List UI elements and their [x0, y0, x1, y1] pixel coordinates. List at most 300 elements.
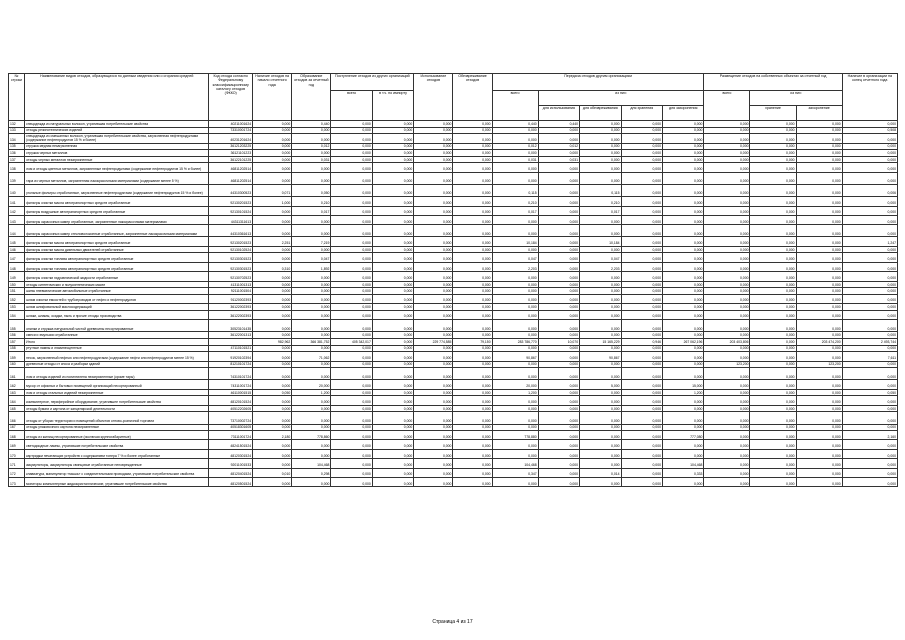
value-cell: 0,000 — [331, 345, 372, 352]
table-row — [9, 294, 898, 303]
value-cell: 0,000 — [621, 449, 662, 458]
value-cell: 0,000 — [704, 405, 750, 412]
value-cell: 0,000 — [292, 310, 331, 319]
value-cell: 0,000 — [704, 396, 750, 405]
value-cell: 0,000 — [253, 459, 292, 468]
value-cell: 0,000 — [704, 332, 750, 339]
row-number: 152 — [9, 294, 25, 303]
value-cell: 0,000 — [331, 225, 372, 237]
value-cell: 0,000 — [331, 127, 372, 134]
value-cell: 0,000 — [621, 143, 662, 150]
value-cell: 0,310 — [253, 262, 292, 271]
row-number: 132 — [9, 121, 25, 128]
waste-code: 36122001313 — [209, 332, 253, 339]
value-cell: 0,000 — [538, 172, 579, 184]
value-cell: 0,000 — [842, 172, 897, 184]
value-cell: 0,000 — [621, 127, 662, 134]
table-row — [9, 272, 898, 281]
value-cell: 0,000 — [453, 225, 492, 237]
value-cell: 0,000 — [414, 288, 453, 295]
value-cell: 90,867 — [492, 352, 538, 361]
value-cell: 0,000 — [453, 197, 492, 206]
value-cell: 0,006 — [842, 184, 897, 196]
value-cell: 0,000 — [750, 320, 796, 332]
value-cell: 0,000 — [750, 449, 796, 458]
value-cell: 0,000 — [372, 262, 413, 271]
value-cell: 2,203 — [492, 262, 538, 271]
value-cell: 0,000 — [538, 150, 579, 157]
table-row — [9, 143, 898, 150]
value-cell: 0,000 — [842, 361, 897, 368]
waste-code: 36121101223 — [209, 150, 253, 157]
value-cell: 0,000 — [842, 225, 897, 237]
value-cell: 0,000 — [372, 361, 413, 368]
value-cell: 0,000 — [621, 368, 662, 380]
value-cell: 0,000 — [750, 352, 796, 361]
col-received-header: Поступление отходов из других организаций — [331, 74, 414, 91]
value-cell: 10,184 — [580, 237, 621, 246]
value-cell: 0,000 — [621, 396, 662, 405]
value-cell: 0,000 — [292, 281, 331, 288]
value-cell: 0,000 — [331, 288, 372, 295]
value-cell: 0,000 — [662, 368, 703, 380]
col-transfer-header: Передача отходов другим организациям — [492, 74, 704, 91]
waste-code: 92130201523 — [209, 197, 253, 206]
value-cell: 0,000 — [453, 215, 492, 224]
value-cell: 0,000 — [796, 332, 842, 339]
value-cell: 0,000 — [253, 440, 292, 449]
value-cell: 0,000 — [414, 440, 453, 449]
value-cell: 0,000 — [538, 361, 579, 368]
value-cell: 0,000 — [796, 449, 842, 458]
table-row — [9, 332, 898, 339]
value-cell: 0,000 — [492, 127, 538, 134]
value-cell: 0,000 — [453, 412, 492, 424]
value-cell: 0,000 — [704, 272, 750, 281]
value-cell: 0,000 — [704, 206, 750, 215]
value-cell: 0,298 — [292, 468, 331, 477]
value-cell: 0,000 — [621, 121, 662, 128]
value-cell: 10,184 — [492, 237, 538, 246]
table-row — [9, 197, 898, 206]
value-cell: 0,000 — [331, 281, 372, 288]
value-cell: 0,000 — [253, 127, 292, 134]
value-cell: 0,000 — [253, 294, 292, 303]
value-cell: 0,000 — [796, 272, 842, 281]
row-number: 135 — [9, 143, 25, 150]
table-row — [9, 253, 898, 262]
waste-code: 48241501524 — [209, 440, 253, 449]
value-cell: 0,000 — [796, 121, 842, 128]
value-cell: 0,000 — [580, 121, 621, 128]
value-cell: 0,000 — [492, 246, 538, 253]
value-cell: 0,000 — [842, 281, 897, 288]
value-cell: 0,000 — [331, 440, 372, 449]
value-cell: 0,000 — [414, 215, 453, 224]
waste-name: тара из черных металлов, загрязненная лакокрасочными материалами (содержание менее 5 %) — [25, 172, 209, 184]
table-row — [9, 121, 898, 128]
row-number: 142 — [9, 206, 25, 215]
waste-name: лом и отходы стальных изделий незагрязненные — [25, 389, 209, 396]
waste-code: 48120101524 — [209, 396, 253, 405]
value-cell: 0,000 — [492, 150, 538, 157]
value-cell: 0,000 — [580, 405, 621, 412]
value-cell: 0,000 — [580, 440, 621, 449]
value-cell: 0,115 — [492, 184, 538, 196]
value-cell: 0,000 — [253, 320, 292, 332]
waste-name: отходы из жилищ несортированные (исключая крупногабаритные) — [25, 431, 209, 440]
value-cell: 0,000 — [414, 320, 453, 332]
table-row — [9, 225, 898, 237]
value-cell: 0,000 — [292, 320, 331, 332]
value-cell: 0,000 — [292, 405, 331, 412]
value-cell: 0,000 — [253, 412, 292, 424]
value-cell: 0,000 — [704, 431, 750, 440]
value-cell: 982,962 — [253, 338, 292, 345]
value-cell: 0,000 — [750, 412, 796, 424]
waste-name: смеси и эмульсии отработанные — [25, 332, 209, 339]
value-cell: 0,000 — [538, 288, 579, 295]
value-cell: 0,000 — [538, 246, 579, 253]
value-cell: 0,000 — [842, 449, 897, 458]
value-cell: 0,000 — [372, 134, 413, 143]
value-cell: 0,000 — [580, 304, 621, 311]
waste-code: 47110101521 — [209, 345, 253, 352]
value-cell: 0,000 — [372, 380, 413, 389]
value-cell: 0,000 — [796, 225, 842, 237]
value-cell: 267 062,196 — [662, 338, 703, 345]
value-cell: 0,012 — [292, 143, 331, 150]
value-cell: 0,000 — [704, 253, 750, 262]
value-cell: 0,000 — [538, 352, 579, 361]
row-number: 161 — [9, 368, 25, 380]
row-number: 163 — [9, 389, 25, 396]
value-cell: 0,000 — [662, 361, 703, 368]
value-cell: 0,000 — [796, 412, 842, 424]
value-cell: 0,000 — [538, 405, 579, 412]
value-cell: 0,000 — [492, 396, 538, 405]
value-cell: 0,000 — [292, 294, 331, 303]
value-cell: 0,000 — [662, 352, 703, 361]
value-cell: 0,000 — [372, 352, 413, 361]
value-cell: 0,000 — [704, 294, 750, 303]
value-cell: 0,000 — [842, 163, 897, 172]
value-cell: 0,000 — [492, 215, 538, 224]
value-cell: 0,000 — [292, 478, 331, 487]
value-cell: 0,000 — [414, 368, 453, 380]
value-cell: 0,000 — [621, 294, 662, 303]
value-cell: 0,000 — [414, 396, 453, 405]
value-cell: 0,000 — [253, 352, 292, 361]
value-cell: 0,000 — [750, 424, 796, 431]
value-cell: 0,000 — [621, 215, 662, 224]
value-cell: 0,000 — [453, 253, 492, 262]
value-cell: 0,000 — [842, 468, 897, 477]
value-cell: 0,000 — [538, 215, 579, 224]
value-cell: 0,000 — [414, 424, 453, 431]
col-received-total-header: всего — [331, 91, 372, 121]
value-cell: 0,017 — [580, 206, 621, 215]
value-cell: 0,000 — [372, 150, 413, 157]
col-no-header: № строки — [9, 74, 25, 121]
col-placement-header: Размещение отходов на собственных объектах за отчетный год — [704, 74, 842, 91]
page-footer: Страница 4 из 17 — [432, 619, 473, 625]
value-cell: 0,000 — [453, 352, 492, 361]
value-cell: 0,000 — [580, 225, 621, 237]
value-cell: 0,000 — [750, 206, 796, 215]
value-cell: 0,000 — [662, 345, 703, 352]
value-cell: 0,000 — [704, 478, 750, 487]
value-cell: 0,000 — [842, 156, 897, 163]
waste-name: фильтры воздушные автотранспортных средств отработанные — [25, 206, 209, 215]
value-cell: 0,000 — [704, 424, 750, 431]
value-cell: 0,000 — [414, 405, 453, 412]
value-cell: 0,000 — [253, 225, 292, 237]
table-row — [9, 206, 898, 215]
value-cell: 0,000 — [331, 424, 372, 431]
waste-name: картриджи печатающих устройств с содержанием тонера 7 % и более отработанные — [25, 449, 209, 458]
value-cell: 0,000 — [331, 246, 372, 253]
value-cell: 0,000 — [292, 332, 331, 339]
waste-code: 81210101724 — [209, 361, 253, 368]
value-cell: 0,000 — [253, 206, 292, 215]
value-cell: 0,000 — [453, 405, 492, 412]
value-cell: 0,000 — [372, 172, 413, 184]
value-cell: 0,000 — [414, 304, 453, 311]
col-placement-total-header: всего — [704, 91, 750, 121]
value-cell: 71,062 — [292, 352, 331, 361]
value-cell: 0,000 — [453, 368, 492, 380]
value-cell: 0,000 — [538, 184, 579, 196]
value-cell: 0,000 — [492, 288, 538, 295]
value-cell: 0,000 — [621, 206, 662, 215]
value-cell: 0,440 — [492, 121, 538, 128]
waste-code: 92111001504 — [209, 288, 253, 295]
value-cell: 0,000 — [704, 440, 750, 449]
value-cell: 15 165,229 — [580, 338, 621, 345]
value-cell: 0,000 — [331, 294, 372, 303]
value-cell: 1,247 — [842, 237, 897, 246]
value-cell: 0,000 — [492, 172, 538, 184]
value-cell: 0,000 — [372, 396, 413, 405]
value-cell: 0,347 — [492, 468, 538, 477]
value-cell: 0,000 — [414, 150, 453, 157]
value-cell: 0,000 — [372, 345, 413, 352]
value-cell: 0,000 — [292, 225, 331, 237]
value-cell: 0,000 — [453, 424, 492, 431]
value-cell: 0,000 — [538, 380, 579, 389]
row-number: 173 — [9, 478, 25, 487]
value-cell: 0,000 — [253, 449, 292, 458]
value-cell: 366 381,752 — [292, 338, 331, 345]
col-start-header: Наличие отходов на начало отчетного года — [253, 74, 292, 121]
value-cell: 2,160 — [842, 431, 897, 440]
value-cell: 0,000 — [372, 156, 413, 163]
value-cell: 0,000 — [538, 206, 579, 215]
value-cell: 0,000 — [538, 424, 579, 431]
row-number: 137 — [9, 156, 25, 163]
value-cell: 0,000 — [372, 225, 413, 237]
value-cell: 0,000 — [331, 184, 372, 196]
value-cell: 0,000 — [580, 281, 621, 288]
value-cell: 0,000 — [292, 345, 331, 352]
value-cell: 0,000 — [704, 134, 750, 143]
waste-code: 44310361613 — [209, 225, 253, 237]
value-cell: 0,000 — [538, 262, 579, 271]
value-cell: 0,000 — [253, 163, 292, 172]
value-cell: 0,000 — [842, 396, 897, 405]
value-cell: 0,017 — [492, 206, 538, 215]
value-cell: 0,000 — [331, 237, 372, 246]
row-number: 144 — [9, 225, 25, 237]
value-cell: 0,000 — [842, 320, 897, 332]
value-cell: 0,000 — [750, 380, 796, 389]
value-cell: 0,000 — [538, 345, 579, 352]
value-cell: 0,000 — [662, 405, 703, 412]
value-cell: 0,000 — [331, 150, 372, 157]
value-cell: 0,000 — [621, 320, 662, 332]
value-cell: 405 342,017 — [331, 338, 372, 345]
value-cell: 0,000 — [331, 389, 372, 396]
value-cell: 0,000 — [414, 172, 453, 184]
value-cell: 0,000 — [580, 310, 621, 319]
table-row — [9, 288, 898, 295]
waste-name: компьютерное, периферийное оборудование, утратившее потребительские свойства — [25, 396, 209, 405]
value-cell: 0,000 — [580, 272, 621, 281]
value-cell: 0,000 — [842, 294, 897, 303]
value-cell: 0,000 — [453, 184, 492, 196]
value-cell: 0,000 — [331, 459, 372, 468]
value-cell: 0,000 — [842, 478, 897, 487]
row-number: 149 — [9, 272, 25, 281]
waste-name: шлам шлифовальный маслосодержащий — [25, 304, 209, 311]
row-number: 154 — [9, 310, 25, 319]
value-cell: 0,000 — [662, 294, 703, 303]
value-cell: 0,000 — [580, 332, 621, 339]
value-cell: 0,000 — [492, 449, 538, 458]
value-cell: 0,000 — [796, 143, 842, 150]
value-cell: 0,000 — [372, 281, 413, 288]
value-cell: 0,000 — [796, 405, 842, 412]
row-number: 167 — [9, 424, 25, 431]
value-cell: 0,000 — [704, 246, 750, 253]
value-cell: 0,000 — [662, 143, 703, 150]
value-cell: 0,000 — [414, 121, 453, 128]
value-cell: 0,000 — [704, 412, 750, 424]
waste-code: 40211001624 — [209, 121, 253, 128]
value-cell: 0,000 — [750, 368, 796, 380]
waste-code: 44310300523 — [209, 184, 253, 196]
value-cell: 0,000 — [453, 281, 492, 288]
value-cell: 0,000 — [538, 389, 579, 396]
waste-code: 36122101225 — [209, 156, 253, 163]
value-cell: 0,000 — [372, 478, 413, 487]
value-cell: 0,000 — [796, 389, 842, 396]
value-cell: 0,000 — [414, 246, 453, 253]
row-number: 133 — [9, 127, 25, 134]
value-cell: 0,000 — [492, 225, 538, 237]
value-cell: 0,000 — [842, 262, 897, 271]
value-cell: 0,000 — [662, 163, 703, 172]
value-cell: 0,000 — [492, 412, 538, 424]
col-neutralized-header: Обезвреживание отходов — [453, 74, 492, 121]
waste-name: отходы от уборки территории и помещений объектов оптово-розничной торговли — [25, 412, 209, 424]
waste-code: 92130102524 — [209, 246, 253, 253]
value-cell: 0,000 — [621, 468, 662, 477]
table-row — [9, 338, 898, 345]
table-row — [9, 380, 898, 389]
waste-name: стружка черных металлов — [25, 150, 209, 157]
value-cell: 229 774,585 — [414, 338, 453, 345]
value-cell: 0,000 — [538, 310, 579, 319]
value-cell: 0,000 — [750, 225, 796, 237]
value-cell: 0,000 — [662, 440, 703, 449]
value-cell: 0,000 — [372, 253, 413, 262]
waste-code: 91920102394 — [209, 352, 253, 361]
value-cell: 0,000 — [292, 449, 331, 458]
value-cell: 0,000 — [292, 361, 331, 368]
table-row — [9, 431, 898, 440]
waste-code: 36121203225 — [209, 143, 253, 150]
value-cell: 0,000 — [796, 184, 842, 196]
waste-name: спецодежда из натуральных волокон, утратившая потребительские свойства — [25, 121, 209, 128]
value-cell: 0,000 — [796, 440, 842, 449]
value-cell: 0,000 — [372, 320, 413, 332]
waste-name: угольные фильтры отработанные, загрязненные нефтепродуктами (содержание нефтепродуктов 15 % и более) — [25, 184, 209, 196]
value-cell: 0,000 — [372, 206, 413, 215]
waste-name: фильтры окрасочных камер стекловолоконные отработанные, загрязненные лакокрасочными материалами — [25, 225, 209, 237]
table-row — [9, 237, 898, 246]
row-number: 148 — [9, 262, 25, 271]
table-row — [9, 352, 898, 361]
value-cell: 0,000 — [414, 380, 453, 389]
value-cell: 0,000 — [796, 253, 842, 262]
value-cell: 0,000 — [453, 272, 492, 281]
value-cell: 0,071 — [253, 184, 292, 196]
col-transfer-bury-header: для захоронения — [662, 106, 703, 121]
value-cell: 0,000 — [750, 294, 796, 303]
value-cell: 0,000 — [372, 304, 413, 311]
value-cell: 0,000 — [704, 215, 750, 224]
value-cell: 0,000 — [580, 143, 621, 150]
value-cell: 2,203 — [580, 262, 621, 271]
value-cell: 0,000 — [750, 150, 796, 157]
waste-name: отходы упаковочного картона незагрязненные — [25, 424, 209, 431]
value-cell: 0,000 — [662, 237, 703, 246]
value-cell: 0,000 — [750, 361, 796, 368]
value-cell: 0,000 — [621, 389, 662, 396]
value-cell: 0,000 — [372, 246, 413, 253]
value-cell: 0,000 — [580, 361, 621, 368]
waste-name: отходы бумаги и картона от канцелярской деятельности — [25, 405, 209, 412]
col-used-header: Использование отходов — [414, 74, 453, 121]
waste-name: фильтры очистки топлива автотранспортных средств отработанные — [25, 262, 209, 271]
value-cell: 0,000 — [750, 156, 796, 163]
col-transfer-store-header: для хранения — [621, 106, 662, 121]
value-cell: 203 474,200 — [796, 338, 842, 345]
value-cell: 0,000 — [331, 215, 372, 224]
value-cell: 283 786,770 — [492, 338, 538, 345]
value-cell: 0,000 — [372, 338, 413, 345]
value-cell: 0,000 — [796, 127, 842, 134]
waste-name: шлам очистки емкостей и трубопроводов от нефти и нефтепродуктов — [25, 294, 209, 303]
value-cell: 0,000 — [538, 368, 579, 380]
value-cell: 0,000 — [662, 215, 703, 224]
value-cell: 0,000 — [796, 215, 842, 224]
value-cell: 0,000 — [414, 389, 453, 396]
value-cell: 0,000 — [662, 150, 703, 157]
value-cell: 0,000 — [662, 121, 703, 128]
